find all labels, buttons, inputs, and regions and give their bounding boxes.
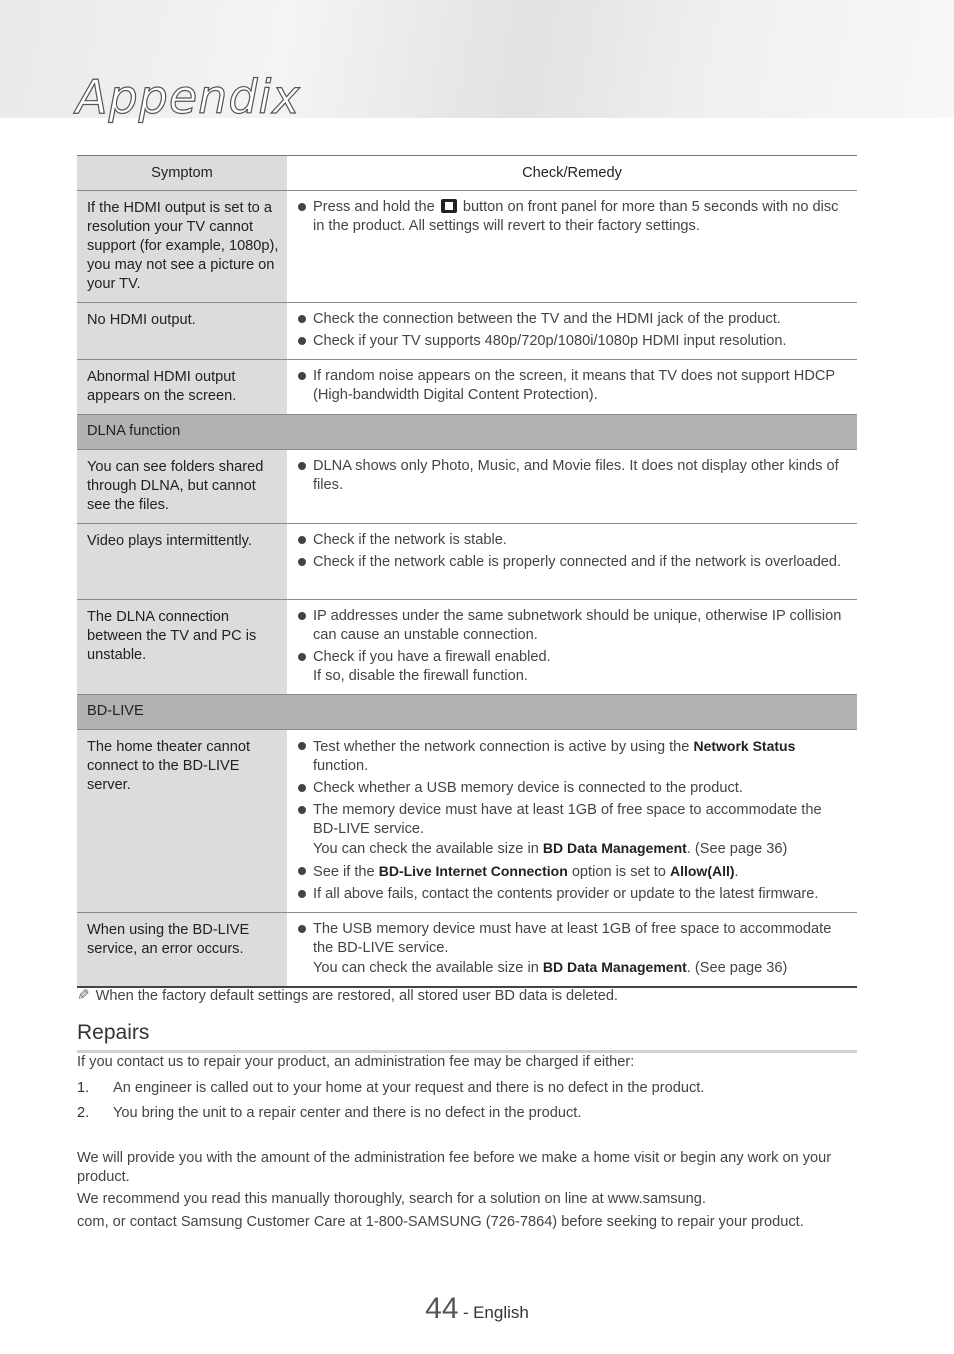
list-item: Check the connection between the TV and the HDMI jack of the product. xyxy=(297,310,849,329)
remedy-text: If so, disable the firewall function. xyxy=(313,668,528,684)
table-row xyxy=(77,913,857,988)
symptom-cell: Abnormal HDMI output appears on the screen. xyxy=(77,360,287,415)
table-row xyxy=(77,303,857,360)
list-item xyxy=(77,1079,704,1098)
column-header-remedy: Check/Remedy xyxy=(287,156,857,191)
remedy-text: . xyxy=(734,864,739,880)
remedy-cell xyxy=(287,730,857,913)
pencil-icon: ✎ xyxy=(77,987,90,1004)
list-text: You bring the unit to a repair center and there is no defect in the product. xyxy=(113,1105,582,1121)
list-item: Check if the network cable is properly connected and if the network is overloaded. xyxy=(297,553,849,572)
remedy-cell xyxy=(287,450,857,524)
remedy-text: Test whether the network connection is active by using the xyxy=(313,739,690,755)
remedy-text: You can check the available size in xyxy=(313,841,539,857)
remedy-cell xyxy=(287,913,857,988)
troubleshooting-table xyxy=(77,155,857,988)
list-item: Check whether a USB memory device is connected to the product. xyxy=(297,779,849,798)
list-item: Check if your TV supports 480p/720p/1080i/1080p HDMI input resolution. xyxy=(297,332,849,351)
remedy-text: See if the xyxy=(313,864,375,880)
list-text: An engineer is called out to your home at your request and there is no defect in the product. xyxy=(113,1080,705,1096)
list-number: 1. xyxy=(77,1080,90,1096)
list-item: DLNA shows only Photo, Music, and Movie files. It does not display other kinds of files. xyxy=(297,457,849,495)
table-row xyxy=(77,524,857,600)
symptom-cell: No HDMI output. xyxy=(77,303,287,360)
symptom-cell: You can see folders shared through DLNA, but cannot see the files. xyxy=(77,450,287,524)
remedy-list xyxy=(297,457,849,495)
remedy-list xyxy=(297,737,849,904)
remedy-list xyxy=(297,310,849,351)
remedy-cell xyxy=(287,191,857,303)
remedy-cell xyxy=(287,600,857,695)
remedy-list xyxy=(297,198,849,236)
page-footer xyxy=(0,1292,954,1326)
list-item xyxy=(297,801,849,859)
symptom-cell: Video plays intermittently. xyxy=(77,524,287,600)
table-row xyxy=(77,360,857,415)
section-title: DLNA function xyxy=(77,415,857,450)
section-row-dlna xyxy=(77,415,857,450)
table-row xyxy=(77,450,857,524)
repairs-paragraph: We will provide you with the amount of the administration fee before we make a home visit or begin any work on your product. xyxy=(77,1150,832,1185)
menu-term: Allow(All) xyxy=(669,863,735,879)
menu-term: Network Status xyxy=(693,738,796,754)
remedy-text: button on front panel for more than 5 seconds with no disc in the product. All settings will revert to their factory settings. xyxy=(313,199,839,234)
note-text: When the factory default settings are restored, all stored user BD data is deleted. xyxy=(95,988,618,1004)
list-item xyxy=(297,737,849,776)
list-item xyxy=(77,1104,704,1123)
list-number: 2. xyxy=(77,1105,90,1121)
remedy-list xyxy=(297,367,849,405)
page-number: 44 xyxy=(425,1292,459,1325)
remedy-list xyxy=(297,531,849,572)
table-row xyxy=(77,191,857,303)
list-item xyxy=(297,648,849,686)
symptom-cell: The DLNA connection between the TV and PC is unstable. xyxy=(77,600,287,695)
symptom-cell: If the HDMI output is set to a resolution your TV cannot support (for example, 1080p), you may not see a picture on your TV. xyxy=(77,191,287,303)
table-row xyxy=(77,730,857,913)
menu-term: BD Data Management xyxy=(542,840,687,856)
footer-language: English xyxy=(473,1303,529,1322)
footer-separator: - xyxy=(462,1303,469,1322)
menu-term: BD-Live Internet Connection xyxy=(378,863,568,879)
table-header-row xyxy=(77,156,857,191)
list-item xyxy=(297,198,849,236)
remedy-cell xyxy=(287,524,857,600)
remedy-text: You can check the available size in xyxy=(313,960,539,976)
list-item xyxy=(297,920,849,978)
section-row-bdlive xyxy=(77,695,857,730)
repairs-heading: Repairs xyxy=(77,1021,857,1053)
remedy-cell xyxy=(287,303,857,360)
repairs-paragraph: We recommend you read this manually thoroughly, search for a solution on line at www.samsung. xyxy=(77,1191,706,1207)
note xyxy=(77,986,618,1004)
remedy-cell xyxy=(287,360,857,415)
remedy-text: The memory device must have at least 1GB of free space to accommodate the BD-LIVE service. xyxy=(313,802,822,837)
list-item: If all above fails, contact the contents provider or update to the latest firmware. xyxy=(297,885,849,904)
repairs-list xyxy=(77,1079,704,1129)
symptom-cell: When using the BD-LIVE service, an error occurs. xyxy=(77,913,287,988)
stop-icon xyxy=(441,199,457,213)
list-item: If random noise appears on the screen, it means that TV does not support HDCP (High-bandwidth Digital Content Protection). xyxy=(297,367,849,405)
remedy-text: option is set to xyxy=(571,864,666,880)
section-title: BD-LIVE xyxy=(77,695,857,730)
list-item: IP addresses under the same subnetwork should be unique, otherwise IP collision can cause an unstable connection. xyxy=(297,607,849,645)
remedy-text: . (See page 36) xyxy=(686,841,788,857)
menu-term: BD Data Management xyxy=(542,959,687,975)
repairs-intro: If you contact us to repair your product, an administration fee may be charged if either: xyxy=(77,1054,635,1070)
list-item xyxy=(297,862,849,882)
remedy-list xyxy=(297,920,849,978)
list-item: Check if the network is stable. xyxy=(297,531,849,550)
repairs-paragraph: com, or contact Samsung Customer Care at 1-800-SAMSUNG (726-7864) before seeking to repair your product. xyxy=(77,1214,804,1230)
remedy-text: The USB memory device must have at least 1GB of free space to accommodate the BD-LIVE service. xyxy=(313,921,832,956)
remedy-text: Check if you have a firewall enabled. xyxy=(313,649,551,665)
column-header-symptom: Symptom xyxy=(77,156,287,191)
remedy-text: . (See page 36) xyxy=(686,960,788,976)
remedy-text: Press and hold the xyxy=(313,199,435,215)
symptom-cell: The home theater cannot connect to the BD-LIVE server. xyxy=(77,730,287,913)
remedy-text: function. xyxy=(313,758,369,774)
remedy-list xyxy=(297,607,849,686)
page-title: Appendix xyxy=(76,70,301,124)
table-row xyxy=(77,600,857,695)
